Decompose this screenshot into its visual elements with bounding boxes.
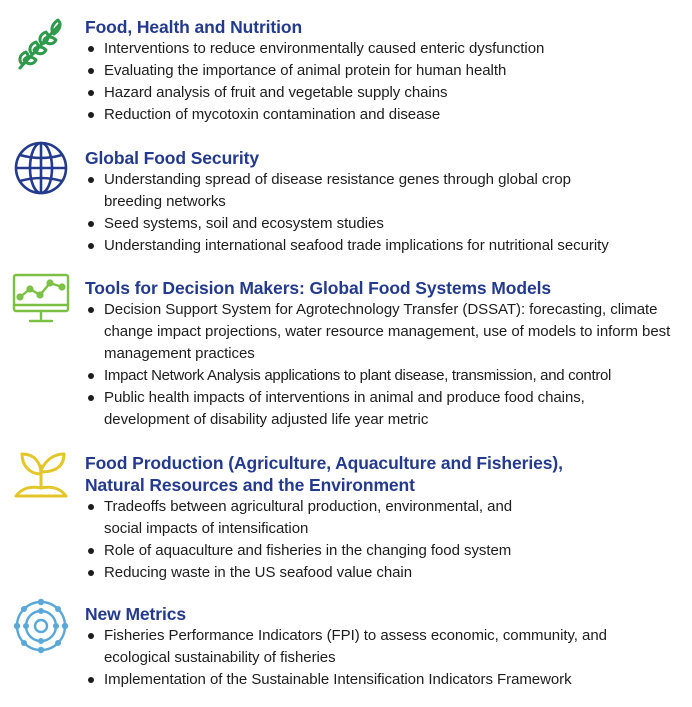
list-item: Tradeoffs between agricultural production, environmental, and social impacts of intensification (85, 496, 534, 540)
section-title: Tools for Decision Makers: Global Food Systems Models (85, 278, 551, 298)
list-item: Reducing waste in the US seafood value chain (85, 562, 685, 584)
list-item: Role of aquaculture and fisheries in the changing food system (85, 540, 685, 562)
bullet-list (85, 496, 685, 584)
bullet-list (85, 38, 685, 126)
bullet-list (85, 169, 685, 257)
list-item: Hazard analysis of fruit and vegetable supply chains (85, 82, 685, 104)
list-item: Seed systems, soil and ecosystem studies (85, 213, 685, 235)
list-item: Interventions to reduce environmentally caused enteric dysfunction (85, 38, 685, 60)
globe-icon (10, 137, 72, 199)
list-item: Impact Network Analysis applications to plant disease, transmission, and control (85, 365, 685, 387)
seedling-icon (10, 444, 72, 506)
bullet-list (85, 299, 685, 431)
list-item: Implementation of the Sustainable Intensification Indicators Framework (85, 669, 685, 691)
section-content (85, 603, 685, 691)
section-content (85, 277, 685, 431)
section-title: Food Production (Agriculture, Aquaculture and Fisheries), Natural Resources and the Environment (85, 453, 563, 495)
monitor-chart-icon (10, 269, 72, 331)
section-content (85, 452, 685, 584)
section-content (85, 147, 685, 257)
section-content (85, 16, 685, 126)
list-item: Reduction of mycotoxin contamination and disease (85, 104, 685, 126)
list-item: Decision Support System for Agrotechnology Transfer (DSSAT): forecasting, climate change impact projections, water resource management, use of models to inform best management practices (85, 299, 679, 365)
list-item: Understanding international seafood trade implications for nutritional security (85, 235, 685, 257)
section-title: Global Food Security (85, 148, 259, 168)
section-title: New Metrics (85, 604, 187, 624)
bullet-list (85, 625, 685, 691)
list-item: Evaluating the importance of animal protein for human health (85, 60, 685, 82)
section-title: Food, Health and Nutrition (85, 17, 303, 37)
wheat-icon (10, 14, 72, 76)
list-item: Fisheries Performance Indicators (FPI) to assess economic, community, and ecological sustainability of fisheries (85, 625, 624, 669)
target-metrics-icon (10, 595, 72, 657)
list-item: Public health impacts of interventions in animal and produce food chains, development of disability adjusted life year metric (85, 387, 644, 431)
list-item: Understanding spread of disease resistance genes through global crop breeding networks (85, 169, 624, 213)
